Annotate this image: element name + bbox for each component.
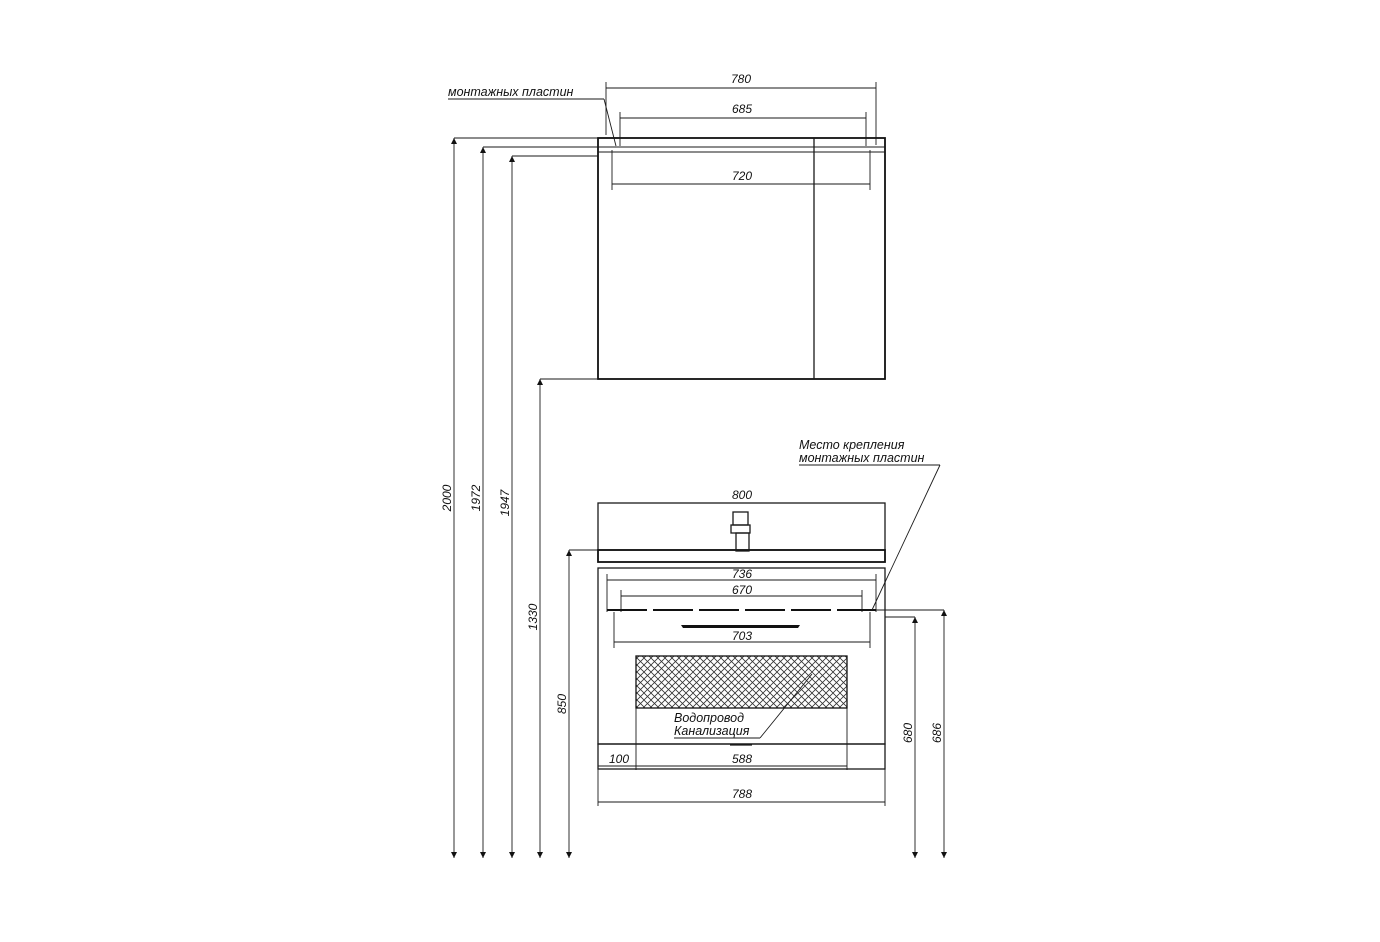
dimension-label: 1330 (526, 603, 540, 631)
dimension-label: 685 (731, 102, 753, 116)
dimension-703 (614, 612, 870, 648)
dimension-800 (598, 488, 885, 503)
dimension-label: 800 (731, 488, 753, 502)
leader-mounting-plates-top (448, 85, 616, 146)
water-supply-label: Водопровод (674, 711, 745, 725)
dimension-label: 736 (731, 567, 753, 581)
dimension-label: 680 (901, 722, 915, 744)
dimension-label: 100 (608, 752, 630, 766)
dimension-label: 850 (555, 693, 569, 715)
dimension-label: 788 (731, 787, 753, 801)
dimension-label: 703 (731, 629, 753, 643)
height-2000 (440, 138, 598, 858)
dimension-label: 1947 (498, 489, 512, 517)
dimension-720 (612, 150, 870, 190)
dimension-label: 2000 (440, 484, 454, 512)
dimension-label: 686 (930, 722, 944, 744)
height-680 (885, 617, 915, 858)
height-1947 (498, 156, 598, 858)
height-1330 (526, 379, 598, 858)
dimension-670 (621, 583, 862, 612)
sewerage-label: Канализация (674, 724, 750, 738)
dimension-label: 670 (731, 583, 753, 597)
vanity-cabinet (598, 568, 885, 769)
arrowheads (451, 138, 947, 858)
dimension-685 (620, 102, 866, 146)
mounting-plates-label: монтажных пластин (448, 85, 574, 99)
dimension-label: 588 (731, 752, 753, 766)
dimension-788 (598, 769, 885, 806)
dimension-label: 780 (730, 72, 752, 86)
mounting-place-label-2: монтажных пластин (799, 451, 925, 465)
leader-mounting-place (799, 438, 940, 610)
mounting-place-label-1: Место крепления (799, 438, 905, 452)
dimension-label: 1972 (469, 484, 483, 512)
height-1972 (469, 147, 598, 858)
dimension-label: 720 (731, 169, 753, 183)
basin (598, 503, 885, 562)
height-850 (555, 550, 598, 858)
